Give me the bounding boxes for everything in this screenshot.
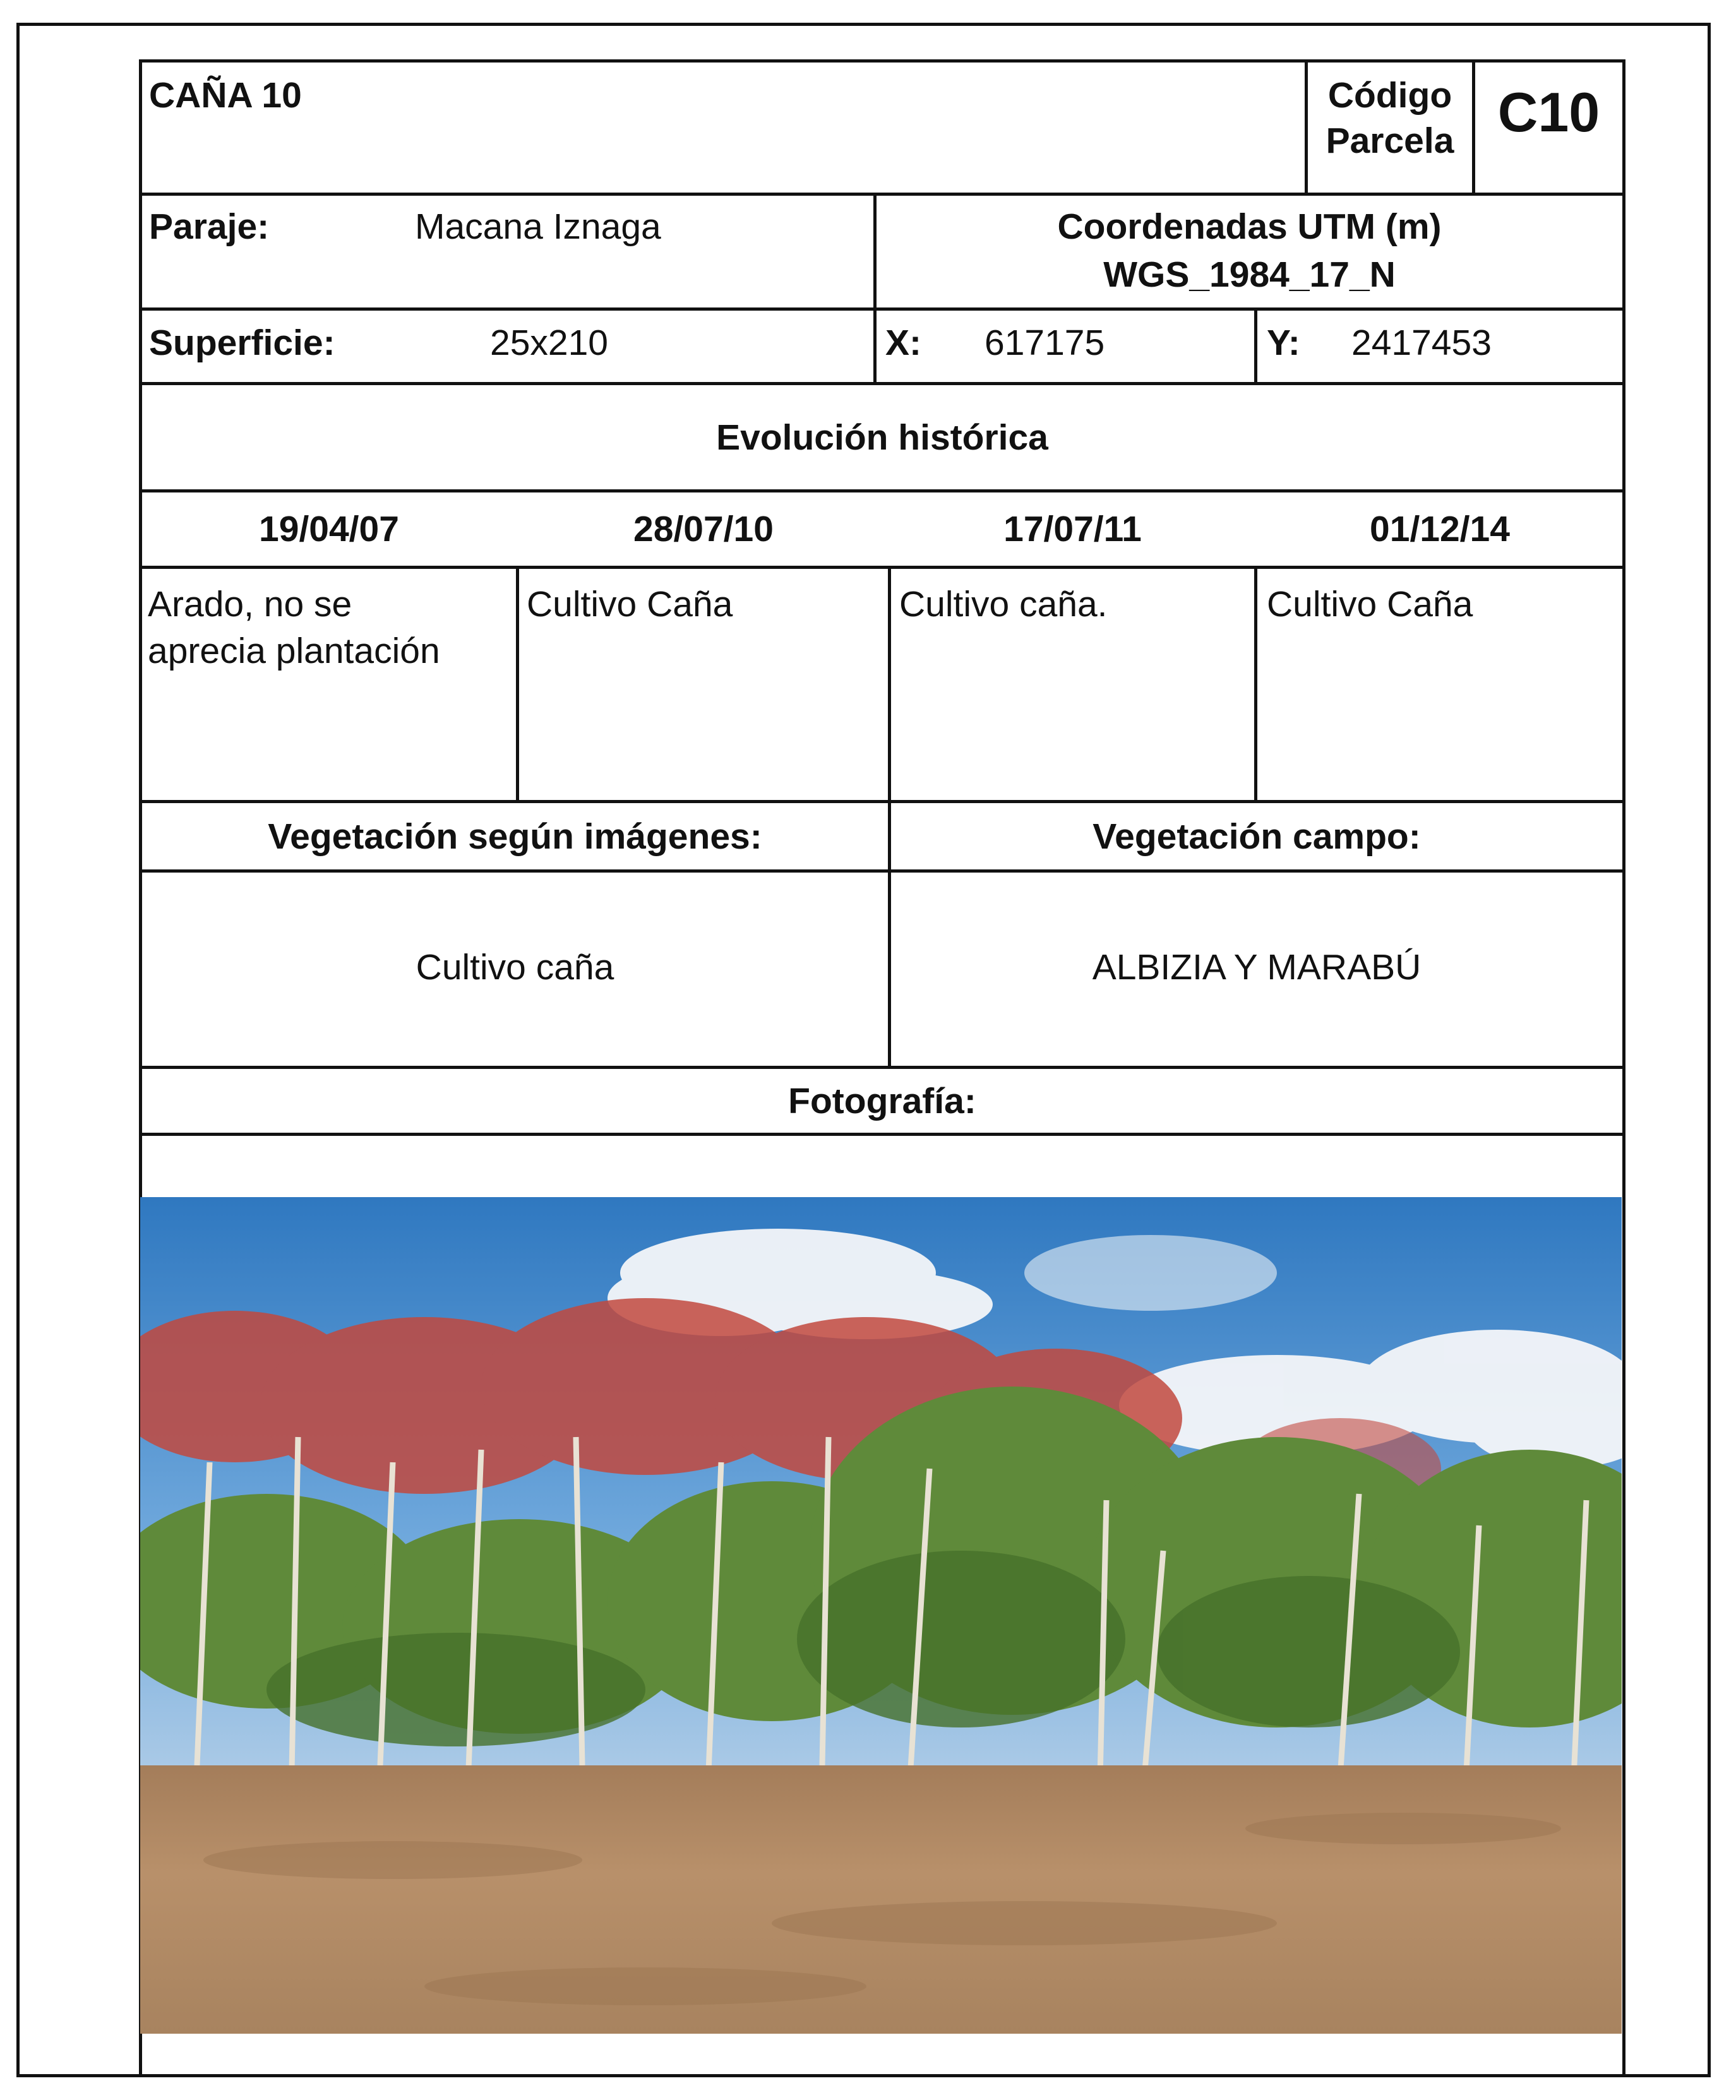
photo-label: Fotografía: (788, 1081, 976, 1121)
history-note-2: Cultivo Caña (527, 584, 733, 624)
plot-title: CAÑA 10 (149, 75, 302, 116)
y-label: Y: (1267, 323, 1300, 363)
sheet-border-top (139, 59, 1625, 63)
history-note-1-line2: aprecia plantación (148, 631, 440, 671)
vegetation-field-label: Vegetación campo: (1092, 816, 1421, 857)
rule (139, 489, 1625, 492)
dry-ground (140, 1765, 1622, 2034)
vegetation-images-label: Vegetación según imágenes: (268, 816, 762, 857)
rule (139, 1066, 1625, 1069)
history-title: Evolución histórica (716, 417, 1048, 458)
rule (139, 566, 1625, 569)
history-date-2: 28/07/10 (633, 509, 774, 549)
coords-title-line2: WGS_1984_17_N (1103, 254, 1396, 295)
history-note-1-line1: Arado, no se (148, 584, 352, 624)
rule (139, 382, 1625, 385)
rule (139, 193, 1625, 196)
rule (139, 869, 1625, 873)
rule (139, 307, 1625, 311)
rule (1254, 566, 1257, 802)
code-label-line1: Código (1327, 75, 1452, 116)
rule (139, 1133, 1625, 1136)
superficie-label: Superficie: (149, 323, 335, 363)
coords-title-line1: Coordenadas UTM (m) (1057, 206, 1442, 247)
rule (139, 800, 1625, 803)
rule (516, 566, 519, 802)
code-label-line2: Parcela (1326, 121, 1454, 161)
vegetation-images-value: Cultivo caña (416, 947, 614, 987)
x-value: 617175 (985, 323, 1105, 363)
history-note-3: Cultivo caña. (899, 584, 1108, 624)
superficie-value: 25x210 (490, 323, 609, 363)
x-label: X: (885, 323, 921, 363)
history-date-1: 19/04/07 (259, 509, 399, 549)
field-photograph (140, 1197, 1622, 2034)
history-date-3: 17/07/11 (1003, 509, 1142, 549)
plot-code: C10 (1497, 81, 1600, 143)
paraje-label: Paraje: (149, 206, 270, 247)
vegetation-field-value: ALBIZIA Y MARABÚ (1092, 947, 1422, 987)
y-value: 2417453 (1351, 323, 1492, 363)
rule (888, 566, 891, 802)
rule (1254, 309, 1257, 383)
history-note-4: Cultivo Caña (1267, 584, 1473, 624)
history-date-4: 01/12/14 (1370, 509, 1510, 549)
paraje-value: Macana Iznaga (415, 206, 661, 247)
